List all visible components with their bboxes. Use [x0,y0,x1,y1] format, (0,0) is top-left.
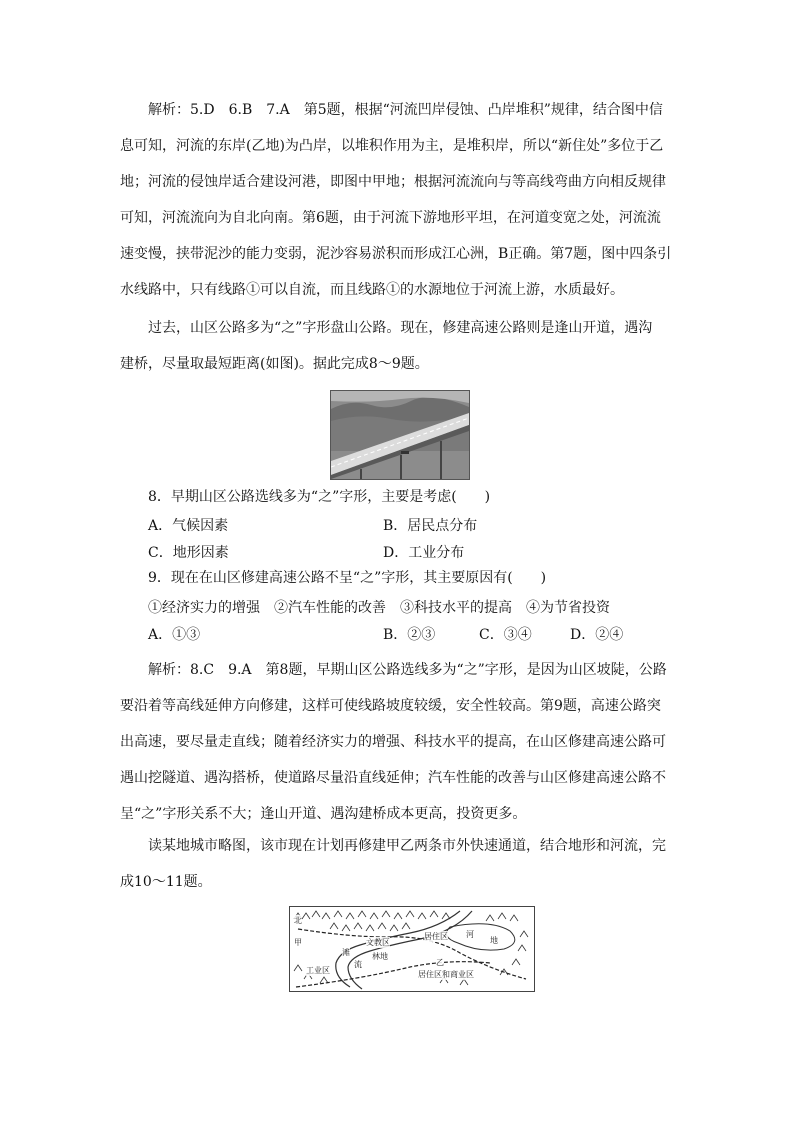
question-9-stem: 9．现在在山区修建高速公路不呈“之”字形，其主要原因有( ) [148,570,547,586]
map-label-residential: 居住区 [424,932,448,941]
map-label-river: 河 [466,930,474,939]
text-line: 呈“之”字形关系不大；逢山开道、遇沟建桥成本更高，投资更多。 [120,806,527,822]
text-line: 要沿着等高线延伸方向修建，这样可使线路坡度较缓，安全性较高。第9题，高速公路突 [120,698,661,714]
map-drawing [290,907,534,991]
text-line: 过去，山区公路多为“之”字形盘山公路。现在，修建高速公路则是逢山开道，遇沟 [148,320,653,336]
text-line: 水线路中，只有线路①可以自流，而且线路①的水源地位于河流上游，水质最好。 [120,282,624,298]
q9-option-b[interactable]: B．②③ [383,627,436,643]
q9-items: ①经济实力的增强 ②汽车性能的改善 ③科技水平的提高 ④为节省投资 [148,600,610,616]
map-label-education: 文教区 [366,938,390,947]
q9-option-a[interactable]: A．①③ [148,627,201,643]
q8-option-b[interactable]: B．居民点分布 [383,518,478,534]
q9-option-d[interactable]: D．②④ [570,627,624,643]
city-map [289,906,535,992]
analysis-8-9 [120,652,704,832]
text-line: 息可知，河流的东岸(乙地)为凸岸，以堆积作用为主，是堆积岸，所以“新住处”多位于乙 [120,138,664,154]
text-line: 遇山挖隧道、遇沟搭桥，使道路尽量沿直线延伸；汽车性能的改善与山区修建高速公路不 [120,770,666,786]
text-line: 建桥，尽量取最短距离(如图)。据此完成8～9题。 [120,356,429,372]
question-8-stem: 8．早期山区公路选线多为“之”字形，主要是考虑( ) [148,489,491,505]
text-line: 可知，河流流向为自北向南。第6题，由于河流下游地形平坦，在河道变宽之处，河流流 [120,210,661,226]
text-line: 成10～11题。 [120,874,212,890]
map-label-beach: 滩 [342,948,350,957]
map-label-forest: 林地 [372,952,388,961]
text-line: 读某地城市略图，该市现在计划再修建甲乙两条市外快速通道，结合地形和河流，完 [148,838,666,854]
q8-option-c[interactable]: C．地形因素 [148,545,229,561]
text-line: 地；河流的侵蚀岸适合建设河港，即图中甲地；根据河流流向与等高线弯曲方向相反规律 [120,174,666,190]
map-label-res-commercial: 居住区和商业区 [418,970,474,979]
intro-8-9 [120,310,704,382]
map-label-industrial: 工业区 [306,966,330,975]
map-label-flow: 流 [354,960,362,969]
highway-illustration [331,391,469,479]
map-label-land: 地 [490,936,498,945]
text-line: 解析：8.C 9.A 第8题，早期山区公路选线多为“之”字形，是因为山区坡陡，公路 [148,662,667,678]
map-label-north: 北 [294,916,302,925]
text-line: 解析：5.D 6.B 7.A 第5题，根据“河流凹岸侵蚀、凸岸堆积”规律，结合图中信 [148,102,663,118]
map-label-yi: 乙 [436,958,444,967]
highway-photo [330,390,470,480]
intro-10-11 [120,828,704,900]
q9-option-c[interactable]: C．③④ [479,627,532,643]
q8-option-a[interactable]: A．气候因素 [148,518,229,534]
map-label-jia: 甲 [294,938,302,947]
analysis-5-7 [120,92,704,308]
q8-option-d[interactable]: D．工业分布 [383,545,465,561]
text-line: 速变慢，挟带泥沙的能力变弱，泥沙容易淤积而形成江心洲，B正确。第7题，图中四条引 [120,246,672,262]
text-line: 出高速，要尽量走直线；随着经济实力的增强、科技水平的提高，在山区修建高速公路可 [120,734,666,750]
